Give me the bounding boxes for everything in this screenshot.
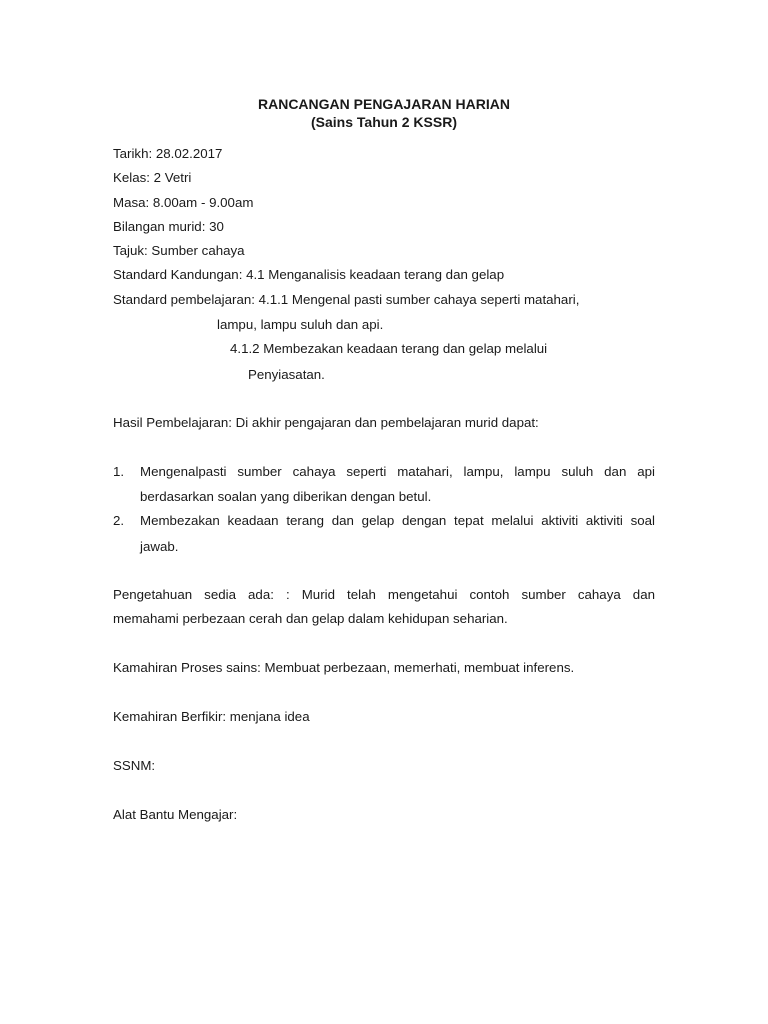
objective-number: 1. bbox=[113, 464, 125, 479]
kelas-line: Kelas: 2 Vetri bbox=[113, 170, 192, 185]
objective-text: Mengenalpasti sumber cahaya seperti matahari, lampu, lampu suluh dan api bbox=[140, 464, 655, 479]
standard-pembelajaran-continuation: lampu, lampu suluh dan api. bbox=[217, 317, 384, 332]
alat-bantu-mengajar-line: Alat Bantu Mengajar: bbox=[113, 807, 238, 822]
standard-pembelajaran-line: Standard pembelajaran: 4.1.1 Mengenal pasti sumber cahaya seperti matahari, bbox=[113, 292, 580, 307]
standard-pembelajaran-item-2-continuation: Penyiasatan. bbox=[248, 367, 325, 382]
hasil-pembelajaran-line: Hasil Pembelajaran: Di akhir pengajaran dan pembelajaran murid dapat: bbox=[113, 415, 539, 430]
tarikh-line: Tarikh: 28.02.2017 bbox=[113, 146, 223, 161]
masa-line: Masa: 8.00am - 9.00am bbox=[113, 195, 254, 210]
objective-text: Membezakan keadaan terang dan gelap dengan tepat melalui aktiviti aktiviti soal bbox=[140, 513, 655, 528]
standard-pembelajaran-item-2: 4.1.2 Membezakan keadaan terang dan gelap melalui bbox=[230, 341, 548, 356]
kemahiran-berfikir-line: Kemahiran Berfikir: menjana idea bbox=[113, 709, 310, 724]
kemahiran-proses-sains-line: Kamahiran Proses sains: Membuat perbezaan, memerhati, membuat inferens. bbox=[113, 660, 575, 675]
ssnm-line: SSNM: bbox=[113, 758, 156, 773]
document-subtitle: (Sains Tahun 2 KSSR) bbox=[311, 114, 457, 130]
objective-number: 2. bbox=[113, 513, 125, 528]
document-title: RANCANGAN PENGAJARAN HARIAN bbox=[257, 96, 510, 112]
tajuk-line: Tajuk: Sumber cahaya bbox=[113, 243, 245, 258]
pengetahuan-sedia-ada-continuation: memahami perbezaan cerah dan gelap dalam kehidupan seharian. bbox=[113, 611, 508, 626]
objective-text-continuation: jawab. bbox=[140, 539, 179, 554]
standard-kandungan-line: Standard Kandungan: 4.1 Menganalisis keadaan terang dan gelap bbox=[113, 267, 505, 282]
bilangan-murid-line: Bilangan murid: 30 bbox=[113, 219, 224, 234]
objective-text-continuation: berdasarkan soalan yang diberikan dengan betul. bbox=[140, 489, 432, 504]
pengetahuan-sedia-ada-line: Pengetahuan sedia ada: : Murid telah mengetahui contoh sumber cahaya dan bbox=[113, 587, 655, 602]
